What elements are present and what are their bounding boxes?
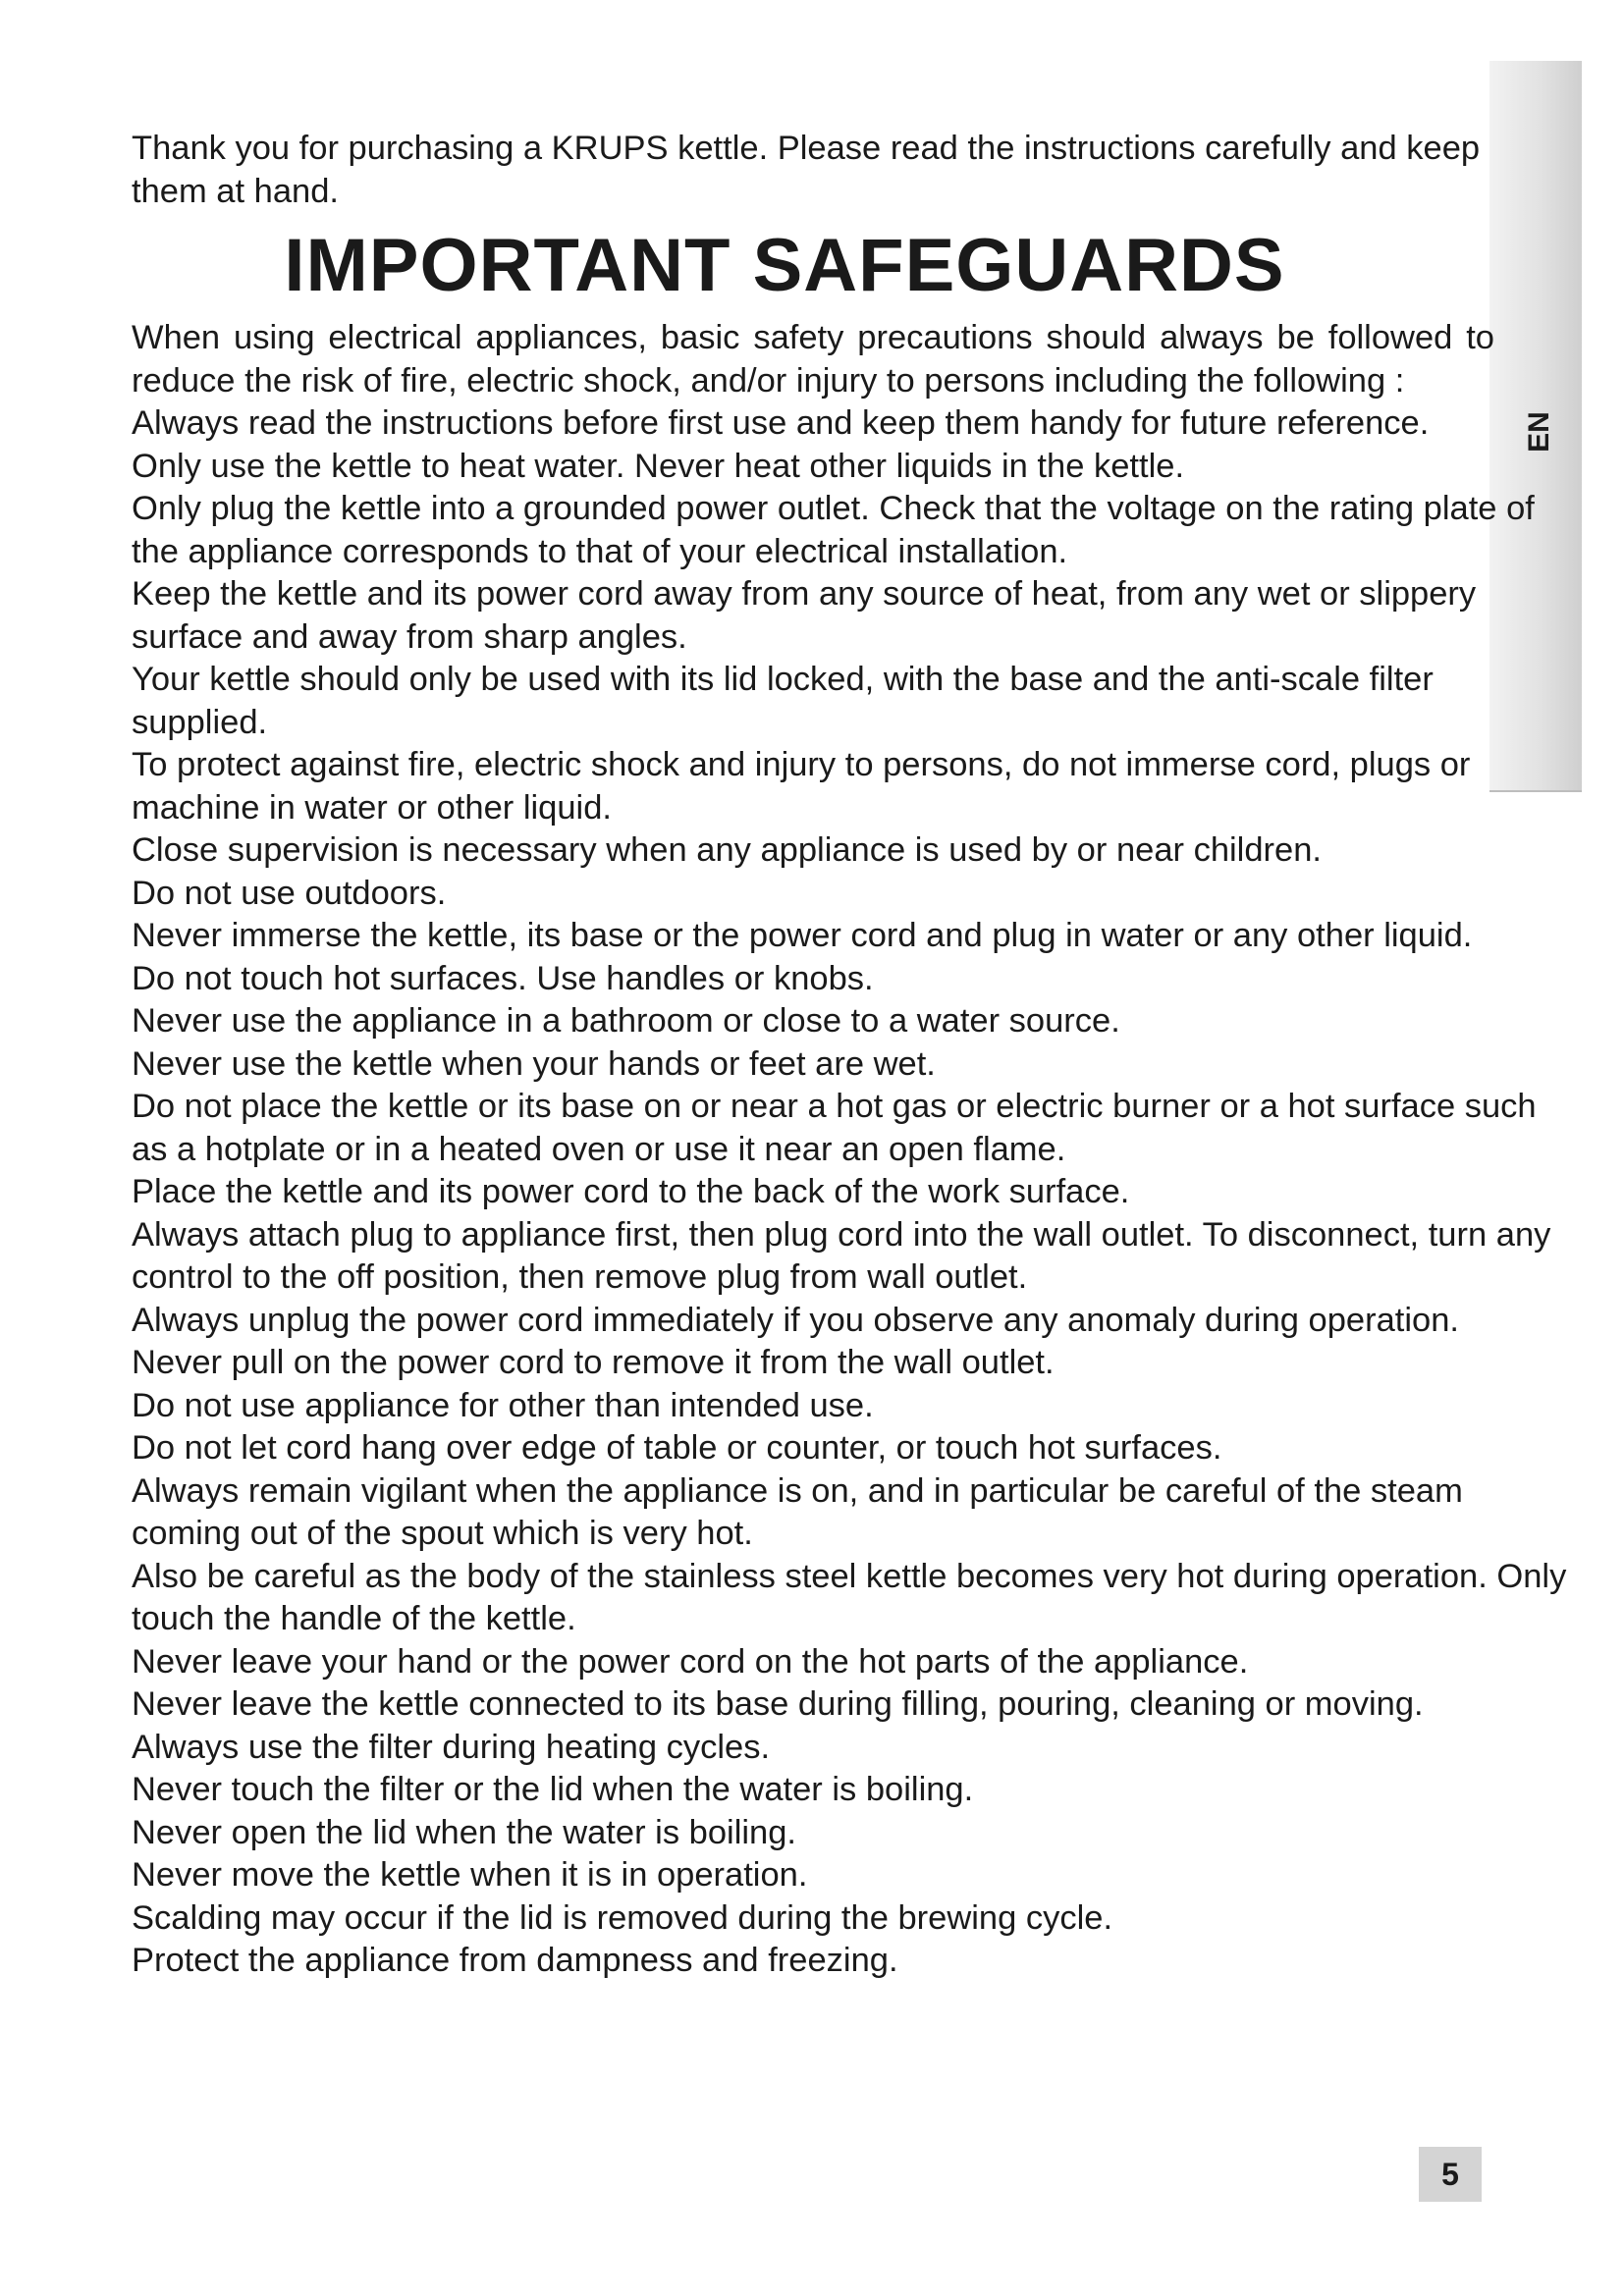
page-title: IMPORTANT SAFEGUARDS (284, 224, 1285, 307)
safeguard-item: Keep the kettle and its power cord away from any source of heat, from any wet or slippery surface and away from sharp angles. (132, 575, 1477, 656)
language-code-label: EN (1523, 411, 1555, 453)
safeguard-item: Never touch the filter or the lid when the water is boiling. (132, 1771, 974, 1808)
lead-paragraph: When using electrical appliances, basic safety precautions should always be followed to reduce the risk of fire, electric shock, and/or injury to persons including the following : (132, 319, 1494, 400)
safeguard-item: Your kettle should only be used with its lid locked, with the base and the anti-scale filter supplied. (132, 661, 1434, 741)
page-content (132, 128, 1575, 1983)
safeguard-item: Only use the kettle to heat water. Never heat other liquids in the kettle. (132, 447, 1185, 485)
safeguard-item: Do not touch hot surfaces. Use handles or knobs. (132, 959, 874, 997)
safeguard-item: Do not use outdoors. (132, 874, 447, 912)
intro-paragraph: Thank you for purchasing a KRUPS kettle. Please read the instructions carefully and keep them at hand. (132, 130, 1481, 210)
safeguard-item: Only plug the kettle into a grounded power outlet. Check that the voltage on the rating plate of the appliance corresponds to that of your electrical installation. (132, 490, 1535, 570)
safeguard-item: Never use the appliance in a bathroom or close to a water source. (132, 1002, 1120, 1040)
safeguard-item: Close supervision is necessary when any appliance is used by or near children. (132, 831, 1322, 869)
safeguard-item: Do not use appliance for other than intended use. (132, 1386, 874, 1424)
safeguard-item: To protect against fire, electric shock and injury to persons, do not immerse cord, plugs or machine in water or other liquid. (132, 746, 1471, 827)
safeguard-item: Do not place the kettle or its base on or near a hot gas or electric burner or a hot surface such as a hotplate or in a heated oven or use it near an open flame. (132, 1088, 1537, 1168)
safeguard-item: Always remain vigilant when the appliance is on, and in particular be careful of the steam coming out of the spout which is very hot. (132, 1471, 1463, 1552)
safeguard-item: Always attach plug to appliance first, then plug cord into the wall outlet. To disconnect, turn any control to the off position, then remove plug from wall outlet. (132, 1215, 1551, 1296)
safeguard-item: Never open the lid when the water is boiling. (132, 1813, 796, 1851)
safeguard-item: Never immerse the kettle, its base or the power cord and plug in water or any other liquid. (132, 917, 1473, 954)
safeguard-item: Place the kettle and its power cord to the back of the work surface. (132, 1173, 1130, 1210)
safeguard-item: Protect the appliance from dampness and freezing. (132, 1942, 898, 1979)
safeguard-item: Never leave the kettle connected to its base during filling, pouring, cleaning or moving. (132, 1685, 1424, 1723)
page-number-badge: 5 (1419, 2147, 1482, 2202)
safeguard-item: Never pull on the power cord to remove it from the wall outlet. (132, 1344, 1055, 1381)
safeguard-item: Always read the instructions before first use and keep them handy for future reference. (132, 404, 1430, 442)
safeguard-item: Never move the kettle when it is in operation. (132, 1856, 808, 1894)
safeguard-item: Never leave your hand or the power cord on the hot parts of the appliance. (132, 1642, 1249, 1681)
safeguard-item: Always unplug the power cord immediately if you observe any anomaly during operation. (132, 1301, 1459, 1339)
safeguard-item: Always use the filter during heating cycles. (132, 1728, 771, 1766)
safeguard-item: Do not let cord hang over edge of table or counter, or touch hot surfaces. (132, 1429, 1222, 1467)
safeguard-item: Scalding may occur if the lid is removed during the brewing cycle. (132, 1898, 1113, 1937)
safeguard-item: Also be careful as the body of the stainless steel kettle becomes very hot during operation. Only touch the handle of the kettle. (132, 1557, 1567, 1637)
safeguard-item: Never use the kettle when your hands or feet are wet. (132, 1044, 936, 1083)
safeguards-list (132, 402, 1575, 1983)
